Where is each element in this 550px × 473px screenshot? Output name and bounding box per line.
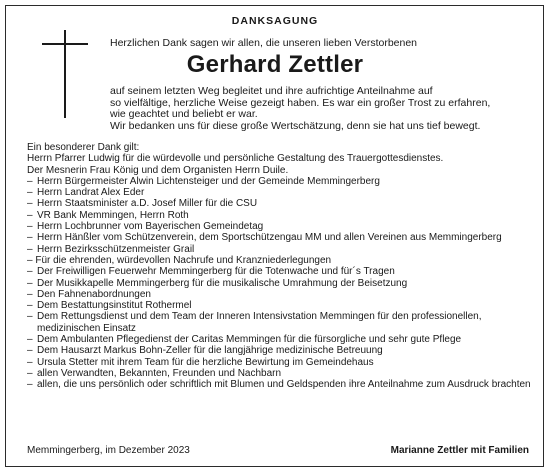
list-item [27,244,532,255]
thanks-paragraph [110,86,490,133]
list-item-text: Herrn Bezirksschützenmeister Grail [37,243,195,255]
list-item-text: Dem Hausarzt Markus Bohn-Zeller für die langjährige medizinische Betreuung [37,345,383,357]
list-item [27,210,532,221]
list-item-text: Dem Bestattungsinstitut Rothermel [37,300,192,312]
list-item-text: allen, die uns persönlich oder schriftlich mit Blumen und Geldspenden ihre Anteilnahme zum Ausdruck brachten [37,379,531,391]
list-item-text: Den Fahnenabordnungen [37,288,151,300]
thanks-line: Wir bedanken uns für diese große Wertschätzung, denn sie hat uns tief bewegt. [110,120,481,133]
dash-marker: – [27,334,33,346]
dash-marker: – [27,300,33,312]
list-item [27,379,532,390]
cross-horizontal-bar [42,43,88,45]
list-item [27,176,532,187]
list-item [27,198,532,209]
thanks-line: auf seinem letzten Weg begleitet und ihre aufrichtige Anteilnahme auf [110,85,433,97]
signature: Marianne Zettler mit Familien [390,445,529,456]
list-item [27,266,532,277]
list-item-text: Dem Ambulanten Pflegedienst der Caritas Memmingen für die fürsorgliche und sehr gute Pflege [37,334,462,346]
list-item-text: VR Bank Memmingen, Herrn Roth [37,209,189,221]
acknowledgement-body [27,142,532,391]
dash-marker: – [27,232,33,244]
dash-marker: – [27,288,33,300]
list-item-text: Herrn Lochbrunner vom Bayerischen Gemeindetag [37,221,264,233]
list-item [27,187,532,198]
list-item [27,300,532,311]
list-item [27,345,532,356]
intro-text: Herzlichen Dank sagen wir allen, die unseren lieben Verstorbenen [110,37,418,49]
list-item-text: Herrn Hänßler vom Schützenverein, dem Sportschützengau MM und allen Vereinen aus Memmingerberg [37,232,502,244]
thanks-line: wie geachtet und beliebt er war. [110,108,258,121]
dash-marker: – [27,356,33,368]
dash-marker: – [27,379,33,391]
dash-marker: – [27,243,33,255]
list-item [27,311,532,334]
group-summary-line: – Für die ehrenden, würdevollen Nachrufe und Kranzniederlegungen [27,254,332,266]
list-item [27,357,532,368]
list-item-text: Herrn Bürgermeister Alwin Lichtensteiger und der Gemeinde Memmingerberg [37,175,380,187]
list-item [27,289,532,300]
thanks-line: so vielfältige, herzliche Weise gezeigt haben. Es war ein großer Trost zu erfahren, [110,96,491,109]
list-item [27,368,532,379]
list-item-text: Herrn Staatsminister a.D. Josef Miller für die CSU [37,198,258,210]
list-item-text: Herrn Landrat Alex Eder [37,187,145,199]
dash-marker: – [27,277,33,289]
list-item [27,232,532,243]
deceased-name: Gerhard Zettler [186,51,364,78]
dash-marker: – [27,175,33,187]
list-item-text: Der Freiwilligen Feuerwehr Memmingerberg für die Totenwache und für´s Tragen [37,266,395,278]
list-item [27,221,532,232]
dash-marker: – [27,345,33,357]
place-date: Memmingerberg, im Dezember 2023 [27,445,190,456]
list-item [27,334,532,345]
dash-marker: – [27,221,33,233]
list-item-text: Dem Rettungsdienst und dem Team der Inneren Intensivstation Memmingen für den professionellen, medizinischen Einsatz [37,311,482,334]
list-item-text: Der Musikkapelle Memmingerberg für die musikalische Umrahmung der Beisetzung [37,277,408,289]
special-thanks-line: Herrn Pfarrer Ludwig für die würdevolle und persönliche Gestaltung des Trauergottesdienstes. [27,153,444,165]
list-item-text: allen Verwandten, Bekannten, Freunden und Nachbarn [37,367,282,379]
dash-marker: – [27,198,33,210]
dash-marker: – [27,367,33,379]
list-item-text: Ursula Stetter mit ihrem Team für die herzliche Bewirtung im Gemeindehaus [37,356,374,368]
dash-marker: – [27,209,33,221]
list-item [27,278,532,289]
special-thanks-line: Ein besonderer Dank gilt: [27,142,140,153]
special-thanks-line: Der Mesnerin Frau König und dem Organisten Herrn Duile. [27,164,289,176]
dash-marker: – [27,187,33,199]
notice-heading: DANKSAGUNG [231,15,319,27]
dash-marker: – [27,311,33,323]
dash-marker: – [27,266,33,278]
